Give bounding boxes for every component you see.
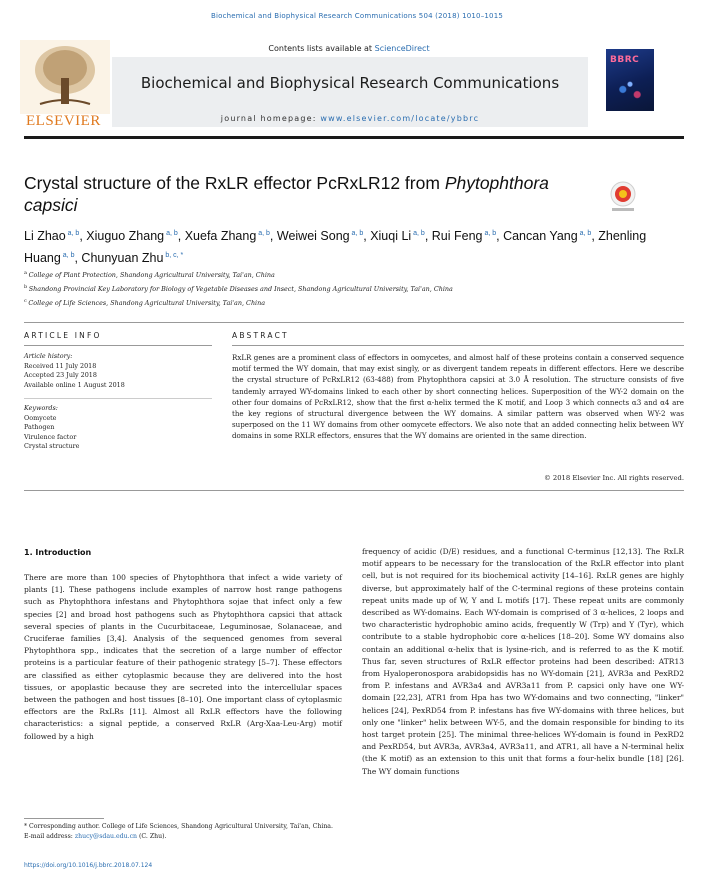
article-history (24, 352, 212, 390)
footnote-rule (24, 818, 104, 819)
keyword-item: Pathogen (24, 423, 55, 432)
corresponding-author: * Corresponding author. College of Life Sciences, Shandong Agricultural University, Tai'an, China. (24, 823, 333, 830)
author-affiliation-marker[interactable]: a, b (65, 230, 80, 237)
author-name[interactable]: Cancan Yang (503, 229, 578, 244)
abstract-heading: ABSTRACT (232, 331, 289, 340)
author-affiliation-marker[interactable]: a, b (411, 230, 425, 237)
email-label: E-mail address: (24, 833, 75, 840)
abstract-text: RxLR genes are a prominent class of effectors in oomycetes, and almost half of these proteins contain a conserved sequence motif termed the WY domain, that may exist singly, or as divergent tandem repeats in different effectors. Here we describe the crystal structure of PcRxLR12 (63-488) from Phytophthora capsici at 3.0 Å resolution. The structure consists of five tandemly arrayed WY-domains linked to each other by short connecting helices. Superposition of the WY-2 domain on the other four domains of PcRxLR12, show that the first α-helix termed the K motif, and Loop 3 which connects α3 and α4 are the key regions of structural divergence between the WY domains. A similar pattern was observed when WY-2 was superposed on the 11 WY domains from other oomycete effectors. We also note that an added connecting helix between WY domains in some RXLR effectors, ensures that the WY domains are oriented in the same direction. (232, 353, 684, 441)
author-name[interactable]: Weiwei Song (276, 229, 350, 244)
author-affiliation-marker[interactable]: a, b (577, 230, 592, 237)
affiliation-item: $^b$ Shandong Provincial Key Laboratory for Biology of Vegetable Diseases and Insect, Shandong Agricultural University, Tai'an, China (24, 284, 453, 294)
affiliation-list (24, 267, 664, 309)
sciencedirect-link[interactable]: ScienceDirect (374, 44, 430, 53)
affiliation-marker: c (24, 298, 29, 305)
abstract-divider (232, 345, 684, 346)
footnote (24, 822, 344, 842)
author-name[interactable]: Zhenling Huang (24, 229, 647, 266)
contents-line (110, 44, 588, 53)
keyword-item: Crystal structure (24, 442, 80, 451)
journal-title: Biochemical and Biophysical Research Communications (140, 74, 560, 92)
history-accepted: Accepted 23 July 2018 (24, 371, 97, 380)
keywords-label: Keywords: (24, 404, 58, 412)
affiliation-marker: a (24, 270, 29, 276)
cover-label: BBRC (610, 55, 640, 65)
article-info-heading: ARTICLE INFO (24, 331, 102, 340)
keyword-item: Virulence factor (24, 432, 77, 441)
journal-cover-thumbnail[interactable] (606, 49, 654, 111)
author-affiliation-marker[interactable]: a, b (256, 230, 270, 237)
introduction-heading: 1. Introduction (24, 548, 92, 557)
affiliation-marker: b (24, 284, 29, 291)
copyright: © 2018 Elsevier Inc. All rights reserved. (543, 474, 684, 482)
author-name[interactable]: Li Zhao (24, 229, 66, 244)
email-link[interactable]: zhucy@sdau.edu.cn (74, 833, 138, 840)
affiliation-item: $^c$ College of Life Sciences, Shandong Agricultural University, Tai'an, China (24, 298, 266, 308)
check-for-updates-badge[interactable] (608, 180, 638, 214)
author-name[interactable]: Xiuqi Li (370, 229, 412, 244)
email-suffix: (C. Zhu). (137, 833, 167, 840)
history-online: Available online 1 August 2018 (24, 380, 125, 389)
author-affiliation-marker[interactable]: a, b (164, 230, 178, 237)
elsevier-tree-icon (20, 40, 110, 114)
author-list: Li Zhao $^{a, b}$, Xiuguo Zhang $^{a, b}$, Xuefa Zhang $^{a, b}$, Weiwei Song $^{a, b}$, Xiuqi Li $^{a, b}$, Rui Feng $^{a, b}$, Cancan Yang $^{a, b}$, Zhenling Huang $^{a, b}$, Chunyuan Zhu $^{b, c, *}$ (24, 229, 647, 266)
contents-prefix: Contents lists available at (268, 44, 375, 53)
history-label: Article history: (24, 352, 73, 360)
author-affiliation-marker[interactable]: a, b (60, 252, 75, 260)
history-received: Received 11 July 2018 (24, 361, 97, 370)
affiliation-item: $^a$ College of Plant Protection, Shandong Agricultural University, Tai'an, China (24, 270, 275, 280)
info-divider (24, 345, 212, 346)
title-species: Phytophthora capsici (24, 173, 549, 215)
keyword-item: Oomycete (24, 413, 57, 422)
info-divider-top (24, 322, 684, 323)
author-name[interactable]: Rui Feng (431, 229, 483, 244)
intro-left-column: There are more than 100 species of Phytophthora that infect a wide variety of plants [1]. These pathogens include examples of narrow host range pathogens such as Phytophthora infestans and Phytophthora sojae that infect only a few species [2] and broad host pathogens such as Phytophthora capsici that attack several species of plants in the Cucurbitaceae, Leguminosae, Solanaceae, and Cruciferae families [3,4]. Analysis of the sequenced genomes from several Phytophthora spp., indicates that the secretion of a large number of effector proteins is a particular feature of their pathogenic strategy [5–7]. These effectors are classified as either cytoplasmic because they are delivered into the host tissues, or apoplastic because they are secreted into the intercellular spaces between the pathogen and host tissues [8–10]. One important class of cytoplasmic effectors are the RxLRs [11]. Almost all RxLR effectors have the following characteristics: a signal peptide, a conserved RxLR (Arg-Xaa-Leu-Arg) motif followed by a high (24, 573, 342, 741)
author-name[interactable]: Xiuguo Zhang (86, 229, 165, 244)
homepage-label: journal homepage: (220, 114, 321, 123)
publisher-name: ELSEVIER (26, 113, 101, 129)
cover-art (612, 79, 648, 105)
article-title (24, 172, 584, 216)
journal-homepage (112, 114, 588, 123)
email-line (24, 832, 344, 842)
author-affiliation-marker[interactable]: a, b (349, 230, 364, 237)
header-divider (24, 136, 684, 139)
keywords (24, 404, 212, 452)
author-affiliation-marker[interactable]: b, c, * (163, 252, 184, 260)
journal-citation[interactable]: Biochemical and Biophysical Research Communications 504 (2018) 1010–1015 (210, 12, 504, 20)
author-name[interactable]: Xuefa Zhang (184, 229, 257, 244)
keywords-divider (24, 398, 212, 399)
title-text: Crystal structure of the RxLR effector PcRxLR12 from (24, 173, 440, 193)
abstract-divider-bottom (24, 490, 684, 491)
author-affiliation-marker[interactable]: a, b (482, 230, 497, 237)
crossmark-icon (608, 180, 638, 214)
homepage-link[interactable]: www.elsevier.com/locate/ybbrc (320, 114, 480, 123)
author-name[interactable]: Chunyuan Zhu (81, 251, 164, 266)
doi-link[interactable]: https://doi.org/10.1016/j.bbrc.2018.07.124 (24, 862, 153, 869)
intro-right-column: frequency of acidic (D/E) residues, and a functional C-terminus [12,13]. The RxLR motif appears to be necessary for the translocation of the RxLR effector into plant cell, but is not required for its biochemical activity [14–16]. RxLR genes are highly diverse, but approximately half of the C-terminal regions of these proteins contain repeat units made up of W, Y and L motifs [17]. These repeat units are commonly described as WY-domains. Each WY-domain is comprised of 3 α-helices, 2 loops and two characteristic hydrophobic amino acids, frequently W (Trp) and Y (Tyr), which contribute to a stable hydrophobic core α-helices [18–20]. Some WY domains also contain an additional α-helix that is lysine-rich, and is referred to as the K motif. Thus far, seven structures of RxLR effector proteins had been described: ATR13 from Hyaloperonospora arabidopsidis has no WY-domain [21], AVR3a and PexRD2 from P. infestans and AVR3a4 and AVR3a11 from P. capsici only have one WY-domain [22,23], ATR1 from Hpa has two WY-domains and two connecting, "linker" helices [24], PexRD54 from P. infestans has five WY-domains with three helices, but only one "linker" helix between WY-5, and the domain responsible for binding to its host target protein [25]. The minimal three-helices WY-domain is found in PexRD2 and PexRD54, but AVR3a, AVR3a4, AVR3a11, and ATR1, all have a N-terminal helix (the K motif) as an extension to this unit that forms a four-helix bundle [18] [26]. The WY domain functions (362, 547, 684, 776)
